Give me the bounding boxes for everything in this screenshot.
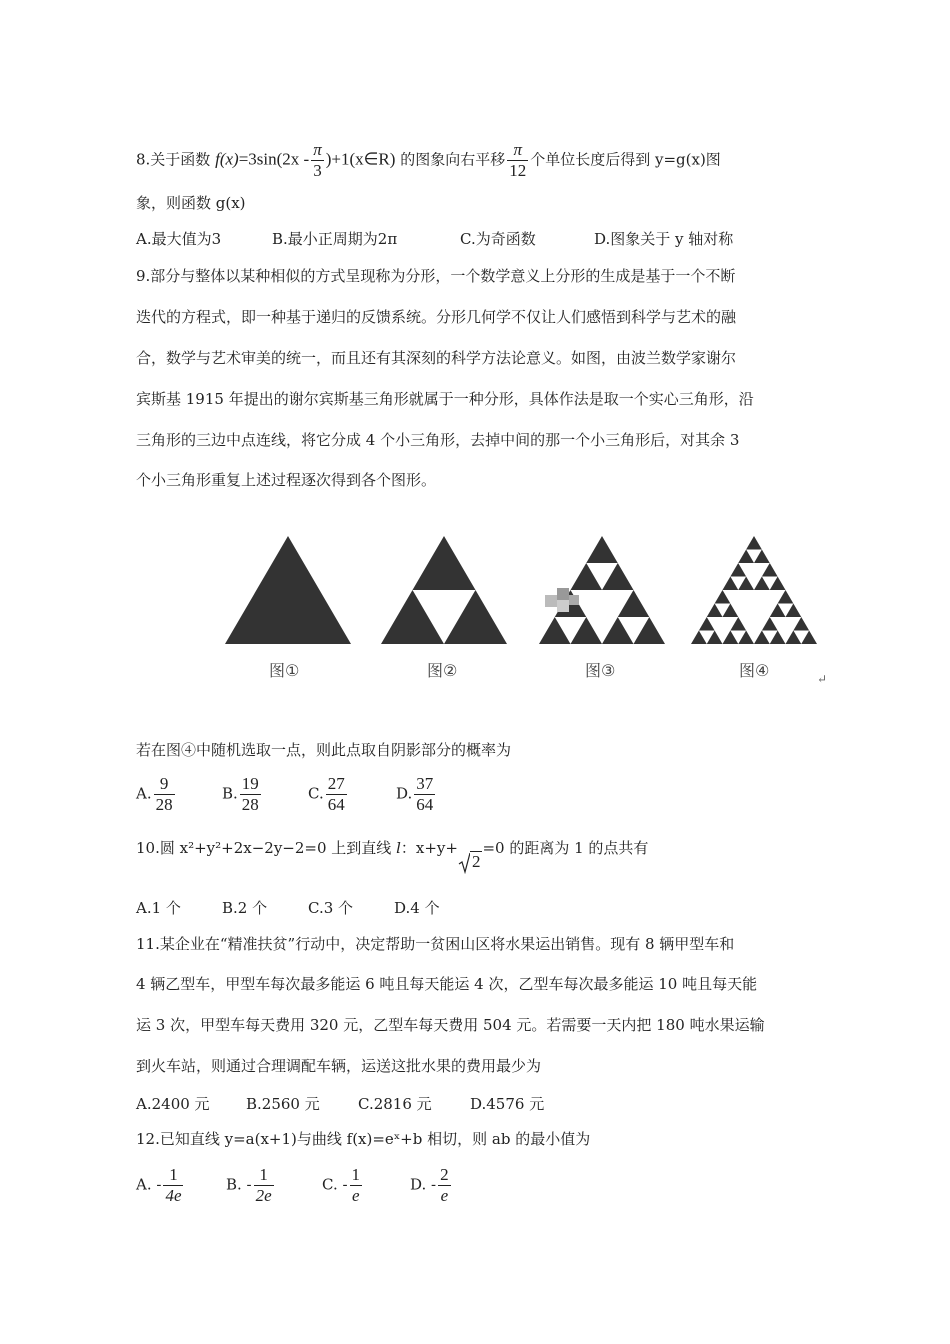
q9-option-d-label: D.: [396, 784, 413, 803]
q8-options: [136, 229, 733, 249]
q9-option-b-frac: [240, 774, 261, 815]
sierpinski-triangle: [715, 590, 731, 604]
q9-option-a-frac: [154, 774, 175, 815]
q11-option-c: C.2816 元: [358, 1095, 432, 1113]
q12-option-d-label: D. -: [410, 1175, 437, 1194]
q9-option-c-den: 64: [327, 795, 345, 814]
q9-line-6: 个小三角形重复上述过程逐次得到各个图形。: [136, 471, 437, 489]
q8-expr2: )+1(x∈R): [325, 149, 396, 169]
sierpinski-triangle: [770, 631, 786, 645]
sierpinski-triangle: [754, 631, 770, 645]
q11-line-1: 11.某企业在“精准扶贫”行动中，决定帮助一贫困山区将水果运出销售。现有 8 辆甲型车和: [136, 935, 735, 953]
q12-option-b-num: 1: [254, 1165, 274, 1186]
sierpinski-triangle: [691, 631, 707, 645]
sierpinski-svg: [205, 520, 825, 650]
q12-option-b: [226, 1165, 322, 1206]
sierpinski-triangle: [539, 617, 571, 644]
sierpinski-triangle: [602, 563, 634, 590]
sierpinski-triangle: [738, 631, 754, 645]
sierpinski-triangle: [586, 536, 618, 563]
q10-suffix: =0 的距离为 1 的点共有: [482, 839, 649, 858]
q8-option-d: D.图象关于 y 轴对称: [594, 230, 734, 248]
sierpinski-triangle: [618, 590, 650, 617]
q8-prefix: 8.关于函数: [136, 150, 211, 169]
sierpinski-triangle: [413, 536, 476, 590]
caption-figure-2: 图②: [427, 661, 458, 680]
sierpinski-triangle: [801, 631, 817, 645]
q12-option-d: [410, 1165, 453, 1206]
q10-option-d: D.4 个: [394, 899, 440, 917]
q8-frac-pi-3: [311, 140, 324, 181]
figure-4-triangles: [691, 536, 817, 644]
caption-figure-1: 图①: [269, 661, 300, 680]
q11-options: [136, 1094, 544, 1114]
q9-option-c-num: 27: [327, 774, 345, 793]
q9-option-d: [396, 774, 437, 815]
q9-option-a: [136, 774, 222, 815]
q10-stem: [136, 838, 649, 871]
caption-figure-4: 图④: [739, 661, 770, 680]
sierpinski-triangle: [723, 577, 739, 591]
q12-option-d-den: e: [440, 1186, 449, 1205]
q12-option-d-num: 2: [440, 1165, 449, 1184]
q9-option-b: [222, 774, 308, 815]
q12-option-a: [136, 1165, 226, 1206]
q12-stem: 12.已知直线 y=a(x+1)与曲线 f(x)=eˣ+b 相切，则 ab 的最小值为: [136, 1130, 591, 1148]
sierpinski-triangle: [746, 536, 762, 550]
sierpinski-triangle: [793, 617, 809, 631]
q11-line-2: 4 辆乙型车，甲型车每次最多能运 6 吨且每天能运 4 次，乙型车每次最多能运 10 吨且每天能: [136, 975, 758, 993]
q10-sqrt: [458, 852, 483, 874]
sierpinski-triangle: [770, 604, 786, 618]
q9-option-d-frac: [414, 774, 435, 815]
q9-option-d-num: 37: [416, 774, 434, 793]
q8-mid: 的图象向右平移: [400, 150, 506, 169]
q12-option-c-den: e: [352, 1186, 360, 1205]
sierpinski-triangle: [381, 590, 444, 644]
q10-option-a: A.1 个: [136, 899, 181, 917]
q9-option-a-label: A.: [136, 784, 152, 803]
q9-line-4: 宾斯基 1915 年提出的谢尔宾斯基三角形就属于一种分形，具体作法是取一个实心三角形，沿: [136, 390, 754, 408]
sierpinski-triangle: [738, 577, 754, 591]
q9-option-a-den: 28: [155, 795, 173, 814]
q10-sqrt-val: 2: [471, 852, 481, 871]
sierpinski-triangle: [571, 563, 603, 590]
sierpinski-triangle: [762, 617, 778, 631]
sierpinski-triangle: [571, 617, 603, 644]
sierpinski-triangle: [723, 604, 739, 618]
figure-2-triangles: [381, 536, 507, 644]
q8-pi-2: π: [507, 140, 528, 161]
sierpinski-figure: [205, 520, 828, 710]
sierpinski-triangle: [778, 590, 794, 604]
q12-option-a-frac: [163, 1165, 183, 1206]
q9-line-2: 迭代的方程式，即一种基于递归的反馈系统。分形几何学不仅让人们感悟到科学与艺术的融: [136, 308, 737, 326]
q10-prefix: 10.圆 x²+y²+2x−2y−2=0 上到直线: [136, 839, 397, 858]
q12-option-a-den: 4e: [165, 1186, 182, 1205]
q12-option-a-num: 1: [163, 1165, 183, 1186]
q8-twelve: 12: [509, 161, 527, 180]
q9-option-d-den: 64: [416, 795, 434, 814]
sierpinski-triangle: [707, 631, 723, 645]
caption-figure-3: 图③: [585, 661, 616, 680]
q9-option-b-label: B.: [222, 784, 238, 803]
q12-option-c-label: C. -: [322, 1175, 348, 1194]
sierpinski-triangle: [730, 617, 746, 631]
q9-line-3: 合，数学与艺术审美的统一，而且还有其深刻的科学方法论意义。如图，由波兰数学家谢尔: [136, 349, 737, 367]
q9-option-c-label: C.: [308, 784, 324, 803]
return-mark: ↵: [817, 672, 828, 686]
q8-fx: f(x): [215, 149, 239, 169]
q10-options: [136, 898, 440, 918]
q12-options: [136, 1165, 453, 1206]
q8-option-c: C.为奇函数: [460, 230, 536, 248]
sierpinski-triangle: [738, 550, 754, 564]
q12-option-d-frac: [438, 1165, 451, 1206]
q11-line-4: 到火车站，则通过合理调配车辆，运送这批水果的费用最少为: [136, 1057, 542, 1075]
sierpinski-triangle: [754, 550, 770, 564]
sierpinski-triangle: [707, 604, 723, 618]
sierpinski-triangle: [225, 536, 351, 644]
sierpinski-triangle: [786, 631, 802, 645]
q11-option-b: B.2560 元: [246, 1095, 320, 1113]
q10-line-l: l: [396, 839, 401, 858]
q9-line-5: 三角形的三边中点连线，将它分成 4 个小三角形，去掉中间的那一个小三角形后，对其余 3: [136, 431, 740, 449]
sierpinski-triangle: [770, 577, 786, 591]
q10-option-b: B.2 个: [222, 899, 268, 917]
sierpinski-triangle: [444, 590, 507, 644]
q8-option-a: A.最大值为3: [136, 230, 222, 248]
q11-line-3: 运 3 次，甲型车每天费用 320 元，乙型车每天费用 504 元。若需要一天内把 180 吨水果运输: [136, 1016, 765, 1034]
q12-option-c: [322, 1165, 410, 1206]
sierpinski-triangle: [602, 617, 634, 644]
q12-option-c-num: 1: [351, 1165, 361, 1184]
q11-option-a: A.2400 元: [136, 1095, 210, 1113]
sierpinski-triangle: [786, 604, 802, 618]
q9-option-c: [308, 774, 396, 815]
q8-stem-line2: 象，则函数 g(x): [136, 194, 246, 212]
q10-mid: ：x+y+: [400, 839, 458, 858]
q12-option-b-label: B. -: [226, 1175, 252, 1194]
q8-expr1: =3sin(2x -: [238, 149, 310, 169]
q9-question: 若在图④中随机选取一点，则此点取自阴影部分的概率为: [136, 741, 512, 759]
sqrt-sign-icon: [458, 852, 470, 874]
q11-option-d: D.4576 元: [470, 1095, 545, 1113]
q8-three: 3: [313, 161, 322, 180]
sierpinski-triangle: [634, 617, 666, 644]
sierpinski-triangle: [754, 577, 770, 591]
q10-option-c: C.3 个: [308, 899, 354, 917]
q8-option-b: B.最小正周期为2π: [272, 230, 398, 248]
q12-option-a-label: A. -: [136, 1175, 162, 1194]
q12-option-b-den: 2e: [255, 1186, 272, 1205]
figure-1-triangles: [225, 536, 351, 644]
sierpinski-triangle: [762, 563, 778, 577]
q8-frac-pi-12: [507, 140, 528, 181]
sierpinski-triangle: [730, 563, 746, 577]
q8-stem-line1: [136, 140, 721, 181]
q9-option-a-num: 9: [154, 774, 175, 795]
q8-suffix: 个单位长度后得到 y=g(x)图: [530, 150, 721, 169]
q9-option-c-frac: [326, 774, 347, 815]
q9-option-b-den: 28: [241, 795, 259, 814]
q9-line-1: 9.部分与整体以某种相似的方式呈现称为分形，一个数学意义上分形的生成是基于一个不断: [136, 267, 736, 285]
q8-pi: π: [313, 140, 322, 159]
sierpinski-triangle: [699, 617, 715, 631]
q9-option-b-num: 19: [241, 774, 259, 793]
q9-options: [136, 774, 437, 815]
sierpinski-triangle: [723, 631, 739, 645]
q12-option-c-frac: [350, 1165, 363, 1206]
q12-option-b-frac: [254, 1165, 274, 1206]
